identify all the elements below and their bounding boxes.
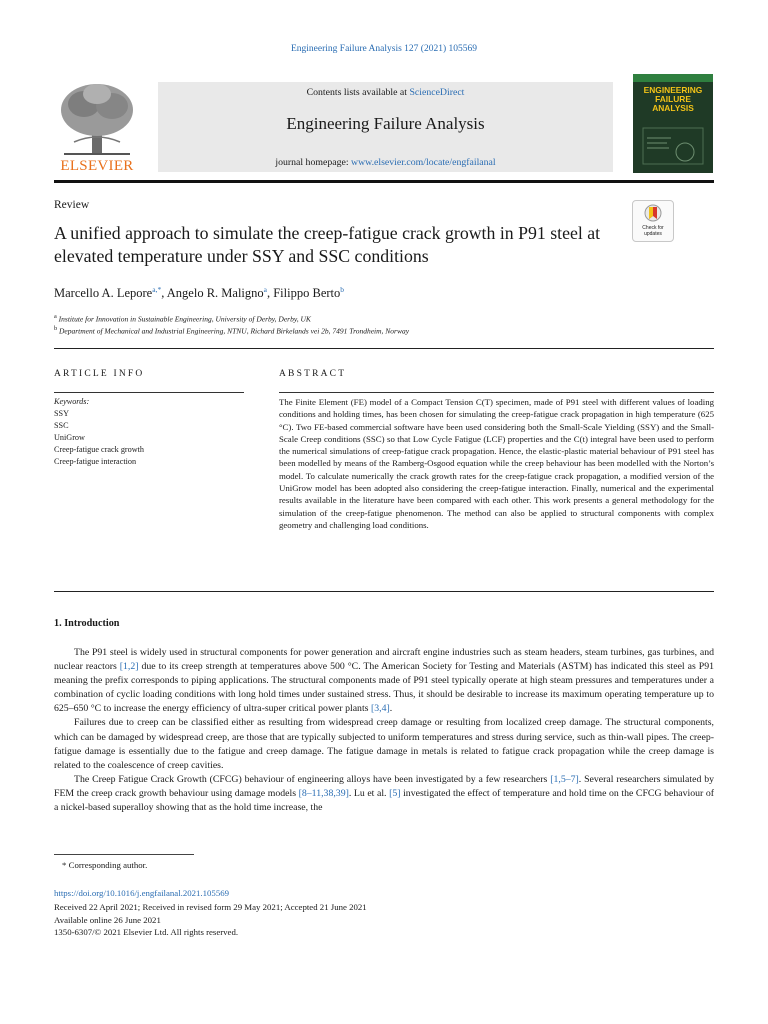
homepage-line xyxy=(158,157,613,168)
abstract-text: The Finite Element (FE) model of a Compact Tension C(T) specimen, made of P91 steel with different values of loading conditions and holding times, has been chosen for simulating the creep-fatigue crack propagation in high temperature (625 °C). Two FE-based commercial software have been used considering both the Small-Scale Yielding (SSY) and the Small-Scale Creep conditions (SSC) so that Low Cycle Fatigue (LCF) properties and the C(t) integral have been used to perform the numerical simulations of creep-fatigue crack propagation. Hence, the elastic-plastic material behaviour of P91 steel has been modelled by means of the Ramberg-Osgood equation while the creep behaviour has been modelled with the Norton’s model. To calculate numerically the crack growth rates for the creep-fatigue crack propagation, a modified version of the UniGrow model has been adopted also considering the creep-fatigue interaction. Finally, numerical and the experimental results available in the literature have been compared with each other. This work presents a general methodology for the simulation of the creep-fatigue phenomenon. The method can also be applied to structural components with complex geometry and challenging load conditions. xyxy=(279,397,714,530)
journal-cover-image[interactable] xyxy=(633,74,713,173)
corresponding-author-footnote: * Corresponding author. xyxy=(62,860,148,870)
author-name[interactable]: Filippo Berto xyxy=(273,286,341,301)
divider xyxy=(54,591,714,592)
citation-link[interactable]: [1,2] xyxy=(119,661,139,673)
paragraph xyxy=(54,646,714,716)
cover-title: ENGINEERING FAILURE ANALYSIS xyxy=(643,85,703,113)
section-heading: 1. Introduction xyxy=(54,618,120,629)
body-text xyxy=(54,646,714,815)
divider xyxy=(279,392,714,393)
check-updates-label: Check for updates xyxy=(642,225,664,237)
affiliation-text: Department of Mechanical and Industrial Engineering, NTNU, Richard Birkelands vei 2b, 7491 Trondheim, Norway xyxy=(59,326,410,336)
author-list: Marcello A. Lepore$^{a,*}$, Angelo R. Maligno$^a$, Filippo Berto$^b$ xyxy=(54,285,345,301)
cover-band xyxy=(633,74,713,82)
paragraph: Failures due to creep can be classified either as resulting from widespread creep damage or resulting from localized creep damage. The structural components, which can be damaged by widespread creep, are those that are typically subjected to uniform temperatures and stress during service, such as thin-wall pipes. The creep-fatigue damage is essentially due to the fatigue and creep damage. The fatigue damage in metals is related to fatigue crack propagation while the creep damage is related to the coalescence of creep cavities. xyxy=(54,717,714,771)
contents-prefix: Contents lists available at xyxy=(306,87,410,98)
author-name[interactable]: Angelo R. Maligno xyxy=(166,286,264,301)
text-run: . Lu et al. xyxy=(348,787,390,799)
text-run: due to its creep strength at temperatures above 500 °C. The American Society for Testing and Materials (ASTM) has indicated this steel as P91 meaning the prefix corresponds to piping applications. The structural components made of P91 steel typically operate at high steam pressures and temperatures under a combination of cyclic loading conditions with long hold times under sustained stress. Thus, it should be desirable to increase its maximum operating temperature up to 625–650 °C to increase the energy efficiency of ultra-super critical power plants xyxy=(54,661,714,715)
text-run: investigated the effect of temperature and hold time on the CFCG behaviour of a nickel-based superalloy showing that as the hold time increase, the xyxy=(54,787,714,814)
paper-title: A unified approach to simulate the creep-fatigue crack growth in P91 steel at elevated temperature under SSY and SSC conditions xyxy=(54,223,601,266)
footnote-rule xyxy=(54,854,194,855)
affiliation-text: Institute for Innovation in Sustainable Engineering, University of Derby, Derby, UK xyxy=(58,314,311,324)
author-affiliation-marker[interactable]: b xyxy=(340,285,345,294)
affiliation-marker: a xyxy=(54,313,57,320)
affiliation xyxy=(54,325,409,336)
paragraph xyxy=(54,773,714,815)
contents-line xyxy=(158,87,613,98)
author-affiliation-marker[interactable]: a,* xyxy=(152,285,162,294)
text-run: . xyxy=(389,703,393,715)
author-affiliation-marker[interactable]: a xyxy=(263,285,267,294)
keyword: SSY xyxy=(54,409,70,418)
journal-header-box xyxy=(158,82,613,172)
text-run: . Several researchers simulated by FEM the creep crack growth behaviour using damage models xyxy=(54,773,714,799)
keyword: Creep-fatigue crack growth xyxy=(54,445,145,454)
citation-link[interactable]: [5] xyxy=(389,787,401,799)
bookmark-icon xyxy=(644,204,662,224)
keywords-label: Keywords: xyxy=(54,397,90,406)
text-run: The P91 steel is widely used in structural components for power generation and aircraft engine industries such as steam headers, steam turbines, gas turbines, and nuclear reactors xyxy=(54,647,714,673)
keyword: UniGrow xyxy=(54,433,85,442)
affiliation xyxy=(54,313,311,324)
elsevier-wordmark: ELSEVIER xyxy=(60,158,134,174)
check-for-updates-button[interactable] xyxy=(632,200,674,242)
citation-link[interactable]: [8–11,38,39] xyxy=(298,787,349,799)
keyword: Creep-fatigue interaction xyxy=(54,457,137,466)
keyword: SSC xyxy=(54,421,69,430)
article-info-heading: ARTICLE INFO xyxy=(54,369,145,379)
citation-link[interactable]: [3,4] xyxy=(370,703,390,715)
article-type: Review xyxy=(54,199,90,211)
available-online: Available online 26 June 2021 xyxy=(54,915,161,925)
affiliation-marker: b xyxy=(54,325,58,332)
journal-title: Engineering Failure Analysis xyxy=(286,114,485,133)
divider xyxy=(54,392,244,393)
journal-homepage-link[interactable]: www.elsevier.com/locate/engfailanal xyxy=(351,157,496,168)
copyright-notice: 1350-6307/© 2021 Elsevier Ltd. All rights reserved. xyxy=(54,927,239,937)
keywords-block xyxy=(54,396,144,468)
text-run: The Creep Fatigue Crack Growth (CFCG) behaviour of engineering alloys have been investigated by a few researchers xyxy=(74,773,551,785)
cover-graphic-icon xyxy=(641,124,705,168)
journal-reference-link[interactable]: Engineering Failure Analysis 127 (2021) 105569 xyxy=(290,44,477,54)
doi-link[interactable]: https://doi.org/10.1016/j.engfailanal.2021.105569 xyxy=(54,888,230,898)
divider xyxy=(54,348,714,349)
homepage-prefix: journal homepage: xyxy=(275,157,351,168)
article-dates: Received 22 April 2021; Received in revised form 29 May 2021; Accepted 21 June 2021 xyxy=(54,902,367,912)
sciencedirect-link[interactable]: ScienceDirect xyxy=(409,87,465,98)
author-name[interactable]: Marcello A. Lepore xyxy=(54,286,153,301)
abstract-heading: ABSTRACT xyxy=(279,369,347,379)
header-rule xyxy=(54,180,714,183)
citation-link[interactable]: [1,5–7] xyxy=(550,773,579,785)
